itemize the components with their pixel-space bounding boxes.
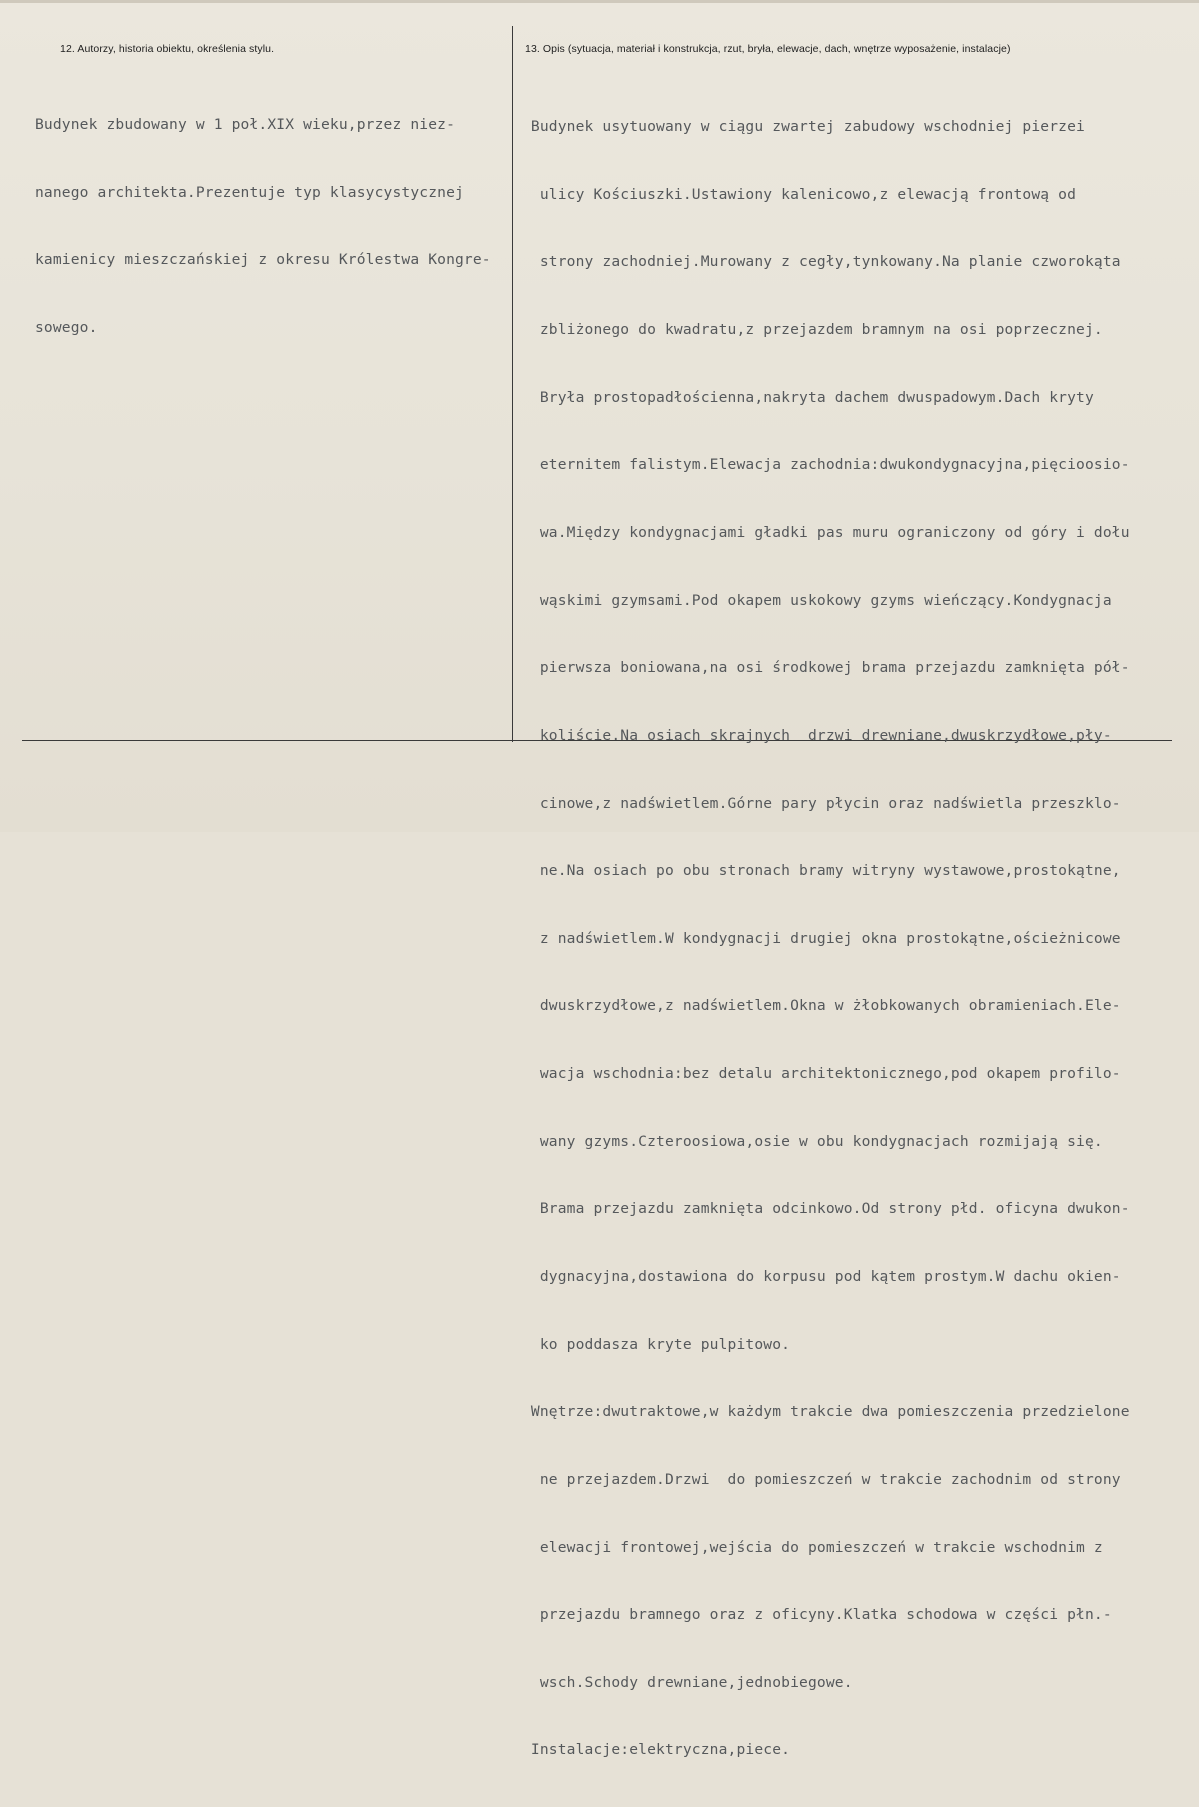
text-line: nanego architekta.Prezentuje typ klasycystycznej (35, 183, 464, 201)
text-line: cinowe,z nadświetlem.Górne pary płycin oraz nadświetla przeszklo- (522, 794, 1121, 812)
text-line: pierwsza boniowana,na osi środkowej brama przejazdu zamknięta pół- (522, 659, 1130, 677)
text-line: przejazdu bramnego oraz z oficyny.Klatka schodowa w części płn.- (522, 1606, 1112, 1624)
text-line: ne.Na osiach po obu stronach bramy witryny wystawowe,prostokątne, (522, 862, 1121, 880)
text-line: koliście.Na osiach skrajnych drzwi drewniane,dwuskrzydłowe,pły- (522, 726, 1112, 744)
text-line: wsch.Schody drewniane,jednobiegowe. (522, 1673, 853, 1691)
section-12-heading: 12. Autorzy, historia obiektu, określenia stylu. (60, 43, 275, 55)
text-line: ne przejazdem.Drzwi do pomieszczeń w trakcie zachodnim od strony (522, 1470, 1121, 1488)
text-line: Budynek usytuowany w ciągu zwartej zabudowy wschodniej pierzei (522, 118, 1085, 136)
text-line: ulicy Kościuszki.Ustawiony kalenicowo,z elewacją frontową od (522, 185, 1077, 203)
text-line: elewacji frontowej,wejścia do pomieszczeń w trakcie wschodnim z (522, 1538, 1103, 1556)
page-top-edge (0, 0, 1199, 3)
section-13-heading: 13. Opis (sytuacja, materiał i konstrukcja, rzut, bryła, elewacje, dach, wnętrze wyposażenie, instalacje) (525, 43, 1011, 55)
text-line: Brama przejazdu zamknięta odcinkowo.Od strony płd. oficyna dwukon- (522, 1200, 1130, 1218)
text-line: Instalacje:elektryczna,piece. (522, 1741, 791, 1759)
text-line: Wnętrze:dwutraktowe,w każdym trakcie dwa pomieszczenia przedzielone (522, 1403, 1130, 1421)
text-line: dwuskrzydłowe,z nadświetlem.Okna w żłobkowanych obramieniach.Ele- (522, 997, 1121, 1015)
text-line: sowego. (35, 319, 98, 337)
section-12-text (35, 69, 513, 385)
text-line: wany gzyms.Czteroosiowa,osie w obu kondygnacjach rozmijają się. (522, 1132, 1103, 1150)
text-line: dygnacyjna,dostawiona do korpusu pod kątem prostym.W dachu okien- (522, 1267, 1121, 1285)
text-line: strony zachodniej.Murowany z cegły,tynkowany.Na planie czworokąta (522, 253, 1121, 271)
text-line: kamienicy mieszczańskiej z okresu Królestwa Kongre- (35, 251, 491, 269)
section-13-text (522, 71, 1199, 1807)
text-line: wąskimi gzymsami.Pod okapem uskokowy gzyms wieńczący.Kondygnacja (522, 591, 1112, 609)
text-line: wa.Między kondygnacjami gładki pas muru ograniczony od góry i dołu (522, 523, 1130, 541)
text-line: Bryła prostopadłościenna,nakryta dachem dwuspadowym.Dach kryty (522, 388, 1094, 406)
text-line: eternitem falistym.Elewacja zachodnia:dwukondygnacyjna,pięcioosio- (522, 456, 1130, 474)
text-line: zbliżonego do kwadratu,z przejazdem bramnym na osi poprzecznej. (522, 321, 1103, 339)
text-line: z nadświetlem.W kondygnacji drugiej okna prostokątne,ościeżnicowe (522, 929, 1121, 947)
text-line: wacja wschodnia:bez detalu architektonicznego,pod okapem profilo- (522, 1065, 1121, 1083)
text-line: Budynek zbudowany w 1 poł.XIX wieku,przez niez- (35, 116, 456, 134)
text-line: ko poddasza kryte pulpitowo. (522, 1335, 791, 1353)
